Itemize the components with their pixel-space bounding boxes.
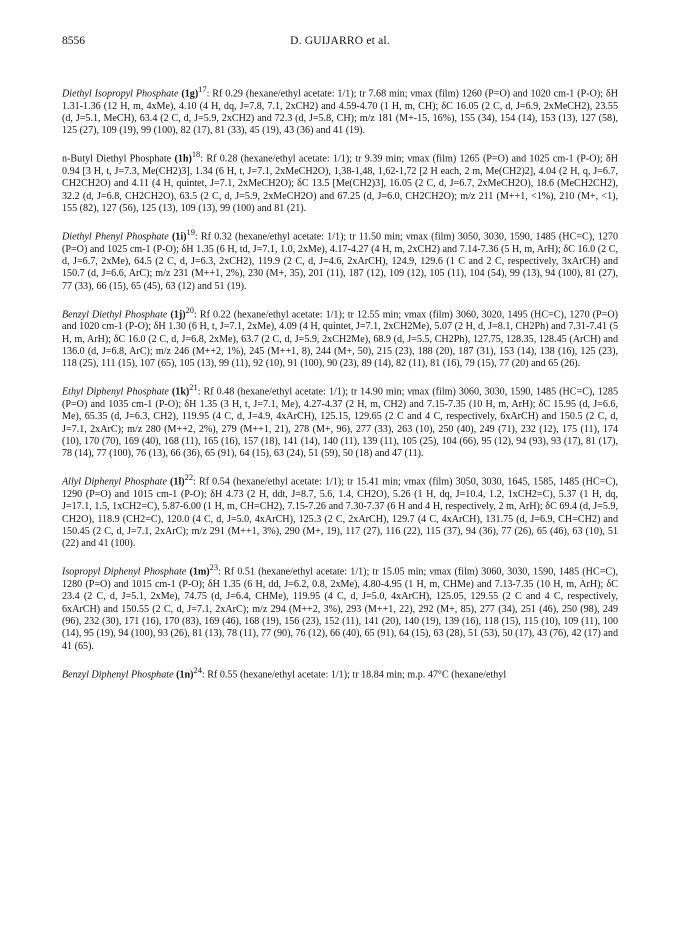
compound-name: Ethyl Diphenyl Phosphate (62, 386, 169, 398)
compound-entry-1l (62, 472, 618, 550)
reference-mark: 23 (209, 563, 219, 573)
reference-mark: 22 (184, 473, 194, 483)
reference-mark: 18 (191, 150, 201, 160)
compound-data: : Rf 0.32 (hexane/ethyl acetate: 1/1); tr 11.50 min; νmax (film) 3050, 3030, 1590, 1485 (HC=C), 1270 (P=O) and 1025 cm-1 (P-O); δH 1.35 (6 H, td, J=7.1, 1.0, 2xMe), 4.17-4.27 (4 H, m, 2xCH2) and 7.14-7.36 (5 H, m, ArH); δC 16.0 (2 C, d, J=6.7, 2xMe), 64.5 (2 C, d, J=6.3, 2xCH2), 119.9 (2 C, d, J=4.6, 2xArCH), 124.9, 129.6 (1 C and 2 C, respectively, 3xArCH) and 150.7 (d, J=6.6, ArC); m/z 231 (M++1, 2%), 230 (M+, 35), 201 (11), 187 (12), 109 (12), 105 (11), 104 (54), 99 (13), 94 (100), 81 (27), 77 (33), 66 (15), 65 (45), 63 (12) and 51 (19). (62, 231, 618, 292)
compound-name: n-Butyl Diethyl Phosphate (62, 153, 172, 165)
compound-entry-1m (62, 562, 618, 653)
running-header (62, 35, 618, 51)
compound-id: (1j) (170, 309, 186, 321)
running-head-authors: D. GUIJARRO et al. (290, 35, 390, 47)
compound-entry-1h (62, 149, 618, 215)
compound-data: : Rf 0.28 (hexane/ethyl acetate: 1/1); tr 9.39 min; νmax (film) 1265 (P=O) and 1025 cm-1 (P-O); δH 0.94 [3 H, t, J=7.3, Me(CH2)3], 1.34 (6 H, t, J=7.1, 2xMeCH2O), 1,38-1,48, 1,62-1,72 [2 H each, 2 m, Me(CH2)2], 4.04 (2 H, q, J=6.7, CH2CH2O) and 4.11 (4 H, quintet, J=7.1, 2xMeCH2O); δC 13.5 [Me(CH2)3], 16.05 (2 C, d, J=6.7, 2xMeCH2O), 18.6 (MeCH2CH2), 32.2 (d, J=6.8, CH2CH2O), 63.5 (2 C, d, J=5.9, 2xMeCH2O) and 67.25 (d, J=6.0, CH2CH2O); m/z 211 (M++1, <1%), 210 (M+, <1), 155 (82), 127 (56), 125 (13), 109 (13), 99 (100) and 81 (21). (62, 153, 618, 215)
compound-id: (1m) (189, 566, 210, 578)
compound-data: : Rf 0.29 (hexane/ethyl acetate: 1/1); tr 7.68 min; νmax (film) 1260 (P=O) and 1020 cm-1 (P-O); δH 1.31-1.36 (12 H, m, 4xMe), 4.10 (4 H, dq, J=7.8, 7.1, 2xCH2) and 4.59-4.70 (1 H, m, CH); δC 16.05 (2 C, d, J=6.9, 2xMeCH2), 23.55 (d, J=5.1, MeCH), 63.4 (2 C, d, J=5.9, 2xCH2) and 72.3 (d, J=5.8, CH); m/z 181 (M+-15, 16%), 155 (34), 154 (14), 153 (13), 127 (58), 125 (27), 109 (19), 99 (100), 82 (17), 81 (33), 45 (19), 43 (36) and 41 (19). (62, 88, 618, 137)
reference-mark: 21 (189, 383, 198, 393)
compound-id: (1g) (181, 88, 199, 100)
compound-data: : Rf 0.54 (hexane/ethyl acetate: 1/1); tr 15.41 min; νmax (film) 3050, 3030, 1645, 1585, 1485 (HC=C), 1290 (P=O) and 1015 cm-1 (P-O); δH 4.73 (2 H, ddt, J=8.7, 5.6, 1.4, CH2O), 5.26 (1 H, dq, J=10.4, 1.2, 1xCH2=C), 5.37 (1 H, dq, J=17.1, 1.5, 1xCH2=C), 5.87-6.00 (1 H, m, CH=CH2), 7.15-7.26 and 7.30-7.37 (6 H and 4 H, respectively, 2 m, ArH); δC 69.4 (d, J=5.9, CH2O), 118.9 (CH2=C), 120.0 (4 C, d, J=5.0, 4xArCH), 125.3 (2 C, 2xArCH), 129.7 (4 C, 4xArCH), 131.75 (d, J=6.9, CH=CH2) and 150.45 (2 C, d, J=7.1, 2xArC); m/z 291 (M++1, 3%), 290 (M+, 19), 117 (27), 116 (22), 115 (37), 94 (36), 77 (26), 65 (46), 63 (10), 51 (22) and 41 (100). (62, 476, 618, 550)
compound-entry-1k (62, 382, 618, 460)
compound-entry-1i (62, 227, 618, 293)
compound-data: : Rf 0.55 (hexane/ethyl acetate: 1/1); tr 18.84 min; m.p. 47°C (hexane/ethyl (201, 669, 507, 681)
compound-id: (1k) (171, 386, 190, 398)
compound-data: : Rf 0.22 (hexane/ethyl acetate: 1/1); tr 12.55 min; νmax (film) 3060, 3020, 1495 (HC=C), 1270 (P=O) and 1020 cm-1 (P-O); δH 1.30 (6 H, t, J=7.1, 2xMe), 4.09 (4 H, quintet, J=7.1, 2xCH2Me), 5.07 (2 H, d, J=8.1, CH2Ph) and 7.31-7.41 (5 H, m, ArH); δC 16.0 (2 C, d, J=6.8, 2xMe), 63.7 (2 C, d, J=5.9, 2xCH2Me), 68.9 (d, J=5.5, CH2Ph), 127.75, 128.35, 128.45 (ArCH) and 136.0 (d, J=6.8, ArC); m/z 246 (M++2, 1%), 245 (M++1, 8), 244 (M+, 50), 215 (23), 188 (20), 187 (31), 153 (14), 138 (16), 125 (23), 118 (25), 111 (15), 107 (65), 105 (13), 99 (11), 92 (10), 91 (100), 90 (23), 89 (14), 82 (11), 81 (16), 79 (15), 77 (20) and 65 (26). (62, 309, 618, 370)
compound-data: : Rf 0.48 (hexane/ethyl acetate: 1/1); tr 14.90 min; νmax (film) 3060, 3030, 1590, 1485 (HC=C), 1285 (P=O) and 1035 cm-1 (P-O); δH 1.35 (3 H, t, J=7.1, Me), 4.27-4.37 (2 H, m, CH2) and 7.15-7.35 (10 H, m, ArH); δC 15.95 (d, J=6.6, Me), 65.35 (d, J=6.3, CH2), 119.95 (4 C, d, J=4.9, 4xArCH), 125.15, 129.65 (2 C and 4 C, respectively, 6xArCH) and 150.5 (2 C, d, J=7.1, 2xArC); m/z 280 (M++2, 2%), 279 (M++1, 21), 278 (M+, 96), 277 (33), 263 (10), 250 (40), 249 (71), 232 (12), 175 (11), 174 (10), 170 (70), 169 (40), 168 (11), 165 (16), 157 (18), 141 (14), 140 (11), 139 (11), 105 (25), 104 (66), 95 (12), 94 (93), 93 (17), 81 (17), 78 (14), 77 (100), 76 (13), 66 (36), 65 (91), 64 (15), 63 (24), 51 (59), 50 (18) and 47 (11). (62, 386, 618, 460)
compound-id: (1h) (174, 153, 192, 165)
compound-name: Diethyl Isopropyl Phosphate (62, 88, 179, 100)
compound-id: (1l) (170, 476, 185, 488)
reference-mark: 24 (193, 665, 202, 675)
compound-name: Diethyl Phenyl Phosphate (62, 231, 169, 243)
compound-name: Allyl Diphenyl Phosphate (62, 476, 167, 488)
compound-name: Benzyl Diethyl Phosphate (62, 309, 168, 321)
reference-mark: 19 (186, 228, 195, 237)
reference-mark: 20 (185, 305, 194, 315)
compound-name: Isopropyl Diphenyl Phosphate (62, 566, 187, 578)
compound-entry-1j (62, 305, 618, 371)
compound-id: (1i) (171, 231, 187, 243)
compound-name: Benzyl Diphenyl Phosphate (62, 669, 174, 681)
compound-id: (1n) (176, 669, 194, 681)
compound-entry-1n (62, 665, 618, 682)
reference-mark: 17 (198, 85, 207, 94)
experimental-section (62, 84, 618, 693)
page-number: 8556 (62, 35, 85, 47)
compound-entry-1g (62, 84, 618, 138)
compound-data: : Rf 0.51 (hexane/ethyl acetate: 1/1); tr 15.05 min; νmax (film) 3060, 3030, 1590, 1485 (HC=C), 1280 (P=O) and 1015 cm-1 (P-O); δH 1.35 (6 H, dd, J=6.2, 0.8, 2xMe), 4.80-4.95 (1 H, m, CHMe) and 7.13-7.35 (10 H, m, ArH); δC 23.4 (2 C, d, J=5.1, 2xMe), 74.75 (d, J=6.4, CHMe), 119.95 (4 C, d, J=5.0, 4xArCH), 125.05, 129.55 (2 C and 4 C, respectively, 6xArCH) and 150.55 (2 C, d, J=7.1, 2xArC); m/z 294 (M++2, 3%), 293 (M++1, 22), 292 (M+, 85), 277 (34), 251 (46), 250 (98), 249 (96), 232 (30), 171 (16), 170 (83), 169 (46), 168 (19), 156 (23), 152 (11), 141 (20), 140 (19), 139 (16), 118 (15), 115 (10), 109 (11), 100 (14), 95 (19), 94 (100), 93 (26), 81 (13), 78 (11), 77 (90), 76 (12), 66 (40), 65 (91), 64 (15), 63 (28), 51 (53), 50 (17), 43 (76), 42 (17) and 41 (65). (62, 566, 618, 652)
